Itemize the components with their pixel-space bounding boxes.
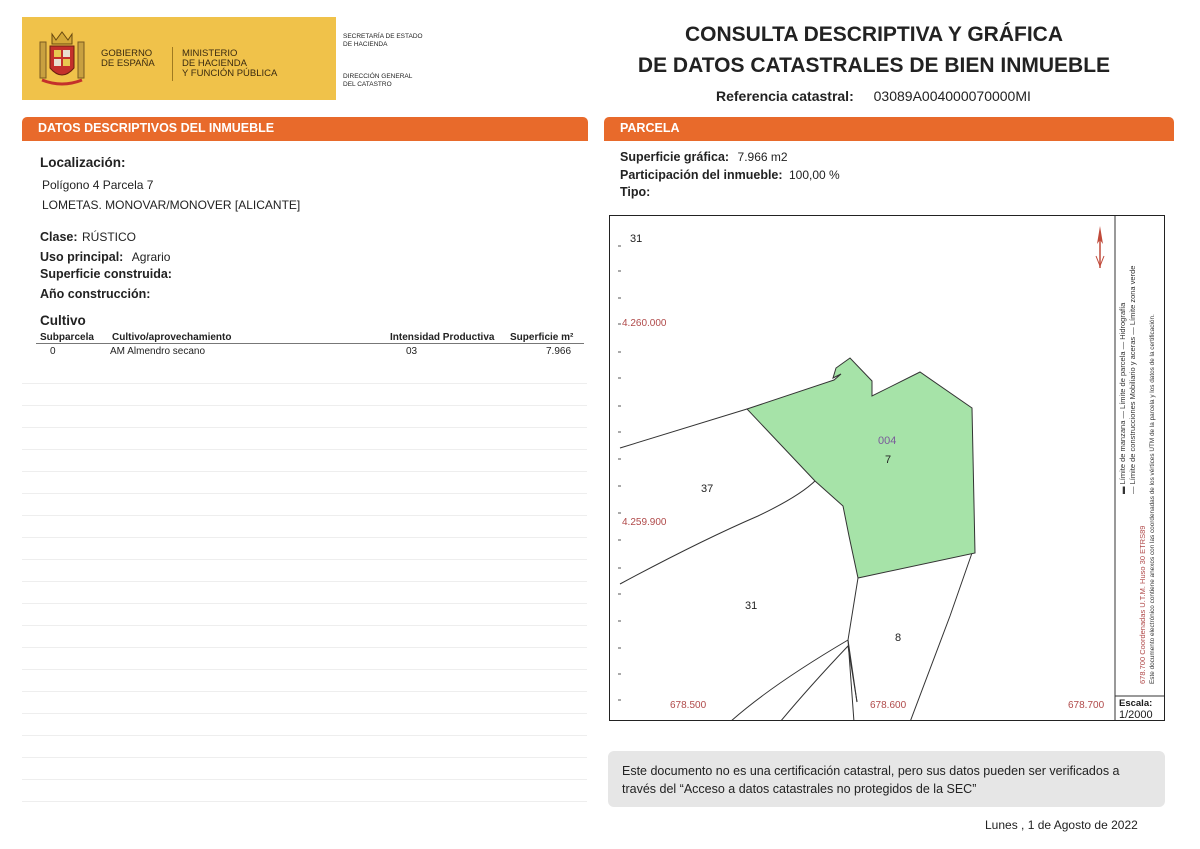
secretaria-line-1: SECRETARÍA DE ESTADO <box>343 33 423 40</box>
cadastral-map <box>609 215 1165 721</box>
legend-line-4: Este documento electrónico contiene anexos con las coordenadas de los vértices UTM de la parcela y los datos de la certificación. <box>1149 314 1156 684</box>
section-bar-datos: DATOS DESCRIPTIVOS DEL INMUEBLE <box>22 117 588 139</box>
cell-intensidad: 03 <box>406 346 418 357</box>
localizacion-line-2: LOMETAS. MONOVAR/MONOVER [ALICANTE] <box>42 198 301 212</box>
th-superficie: Superficie m² <box>510 332 574 343</box>
label-parcel-7: 7 <box>885 454 892 466</box>
legend-line-1: ▬ Límite de manzana — Límite de parcela — Hidrografía <box>1118 302 1127 494</box>
referencia-catastral <box>716 88 1031 104</box>
map-legend <box>1118 244 1158 684</box>
superficie-grafica-value: 7.966 m2 <box>737 150 788 164</box>
clase-row <box>40 228 136 246</box>
localizacion-label: Localización: <box>40 155 126 170</box>
government-logo-box <box>22 17 336 100</box>
uso-row <box>40 248 170 266</box>
label-poligono-004: 004 <box>878 435 897 447</box>
ministry-name <box>182 49 277 79</box>
verification-notice: Este documento no es una certificación catastral, pero sus datos pueden ser verificados a través del “Acceso a datos catastrales no protegidos de la SEC” <box>608 751 1165 807</box>
label-parcel-31-bottom: 31 <box>745 600 758 612</box>
gov-line-1: GOBIERNO <box>101 48 153 59</box>
superficie-grafica-label: Superficie gráfica: <box>620 150 730 164</box>
coat-of-arms-icon <box>36 28 88 88</box>
ministry-line-3: Y FUNCIÓN PÚBLICA <box>182 68 278 79</box>
th-subparcela: Subparcela <box>40 332 94 343</box>
uso-label: Uso principal: <box>40 250 124 264</box>
direccion-text <box>343 73 412 88</box>
secretaria-box <box>336 17 446 100</box>
referencia-value: 03089A004000070000MI <box>873 88 1031 104</box>
north-arrow-icon <box>1096 226 1104 268</box>
cell-superficie: 7.966 <box>546 346 572 357</box>
anio-construccion-label: Año construcción: <box>40 287 151 301</box>
referencia-label: Referencia catastral: <box>716 88 854 104</box>
coord-x-mid: 678.600 <box>870 700 907 711</box>
gov-line-2: DE ESPAÑA <box>101 58 155 69</box>
empty-table-area <box>22 362 587 802</box>
map-ticks-left <box>618 246 621 700</box>
coord-x-left: 678.500 <box>670 700 707 711</box>
parcel-7-shape <box>747 358 975 578</box>
legend-line-3: 678.700 Coordenadas U.T.M. Huso 30 ETRS89 <box>1138 525 1147 684</box>
table-header-rule <box>36 343 584 344</box>
tipo-label: Tipo: <box>620 185 651 199</box>
label-parcel-31-top: 31 <box>630 233 643 245</box>
secretaria-line-2: DE HACIENDA <box>343 40 388 48</box>
ministry-line-2: DE HACIENDA <box>182 58 247 69</box>
cultivo-title: Cultivo <box>40 313 86 328</box>
direccion-line-1: DIRECCIÓN GENERAL <box>343 73 413 80</box>
label-parcel-8: 8 <box>895 632 902 644</box>
clase-value: RÚSTICO <box>81 230 136 244</box>
document-date: Lunes , 1 de Agosto de 2022 <box>985 818 1138 832</box>
ministry-line-1: MINISTERIO <box>182 48 238 59</box>
th-cultivo: Cultivo/aprovechamiento <box>112 332 232 343</box>
coord-x-right: 678.700 <box>1068 700 1105 711</box>
superficie-construida-label: Superficie construida: <box>40 267 172 281</box>
participacion-row <box>620 166 840 184</box>
legend-line-2: — Límite de construcciones Mobiliario y aceras — Límite zona verde <box>1128 265 1137 494</box>
map-drawing <box>610 216 1165 721</box>
cell-subparcela: 0 <box>50 346 56 357</box>
secretaria-text <box>343 33 423 48</box>
uso-value: Agrario <box>131 250 171 264</box>
gov-name <box>101 49 155 69</box>
coord-y-top: 4.260.000 <box>622 318 667 329</box>
coord-y-mid: 4.259.900 <box>622 517 667 528</box>
section-bar-datos-underline <box>22 139 588 141</box>
section-bar-parcela-underline <box>604 139 1174 141</box>
participacion-label: Participación del inmueble: <box>620 168 783 182</box>
th-intensidad: Intensidad Productiva <box>390 332 495 343</box>
document-title-line-2: DE DATOS CATASTRALES DE BIEN INMUEBLE <box>637 54 1111 77</box>
clase-label: Clase: <box>40 230 78 244</box>
participacion-value: 100,00 % <box>789 168 840 182</box>
section-bar-parcela: PARCELA <box>604 117 1174 139</box>
superficie-grafica-row <box>620 148 788 166</box>
logo-divider <box>172 47 173 81</box>
label-parcel-37: 37 <box>701 483 714 495</box>
cell-cultivo: AM Almendro secano <box>110 346 206 357</box>
localizacion-line-1: Polígono 4 Parcela 7 <box>42 178 154 192</box>
scale-value: 1/2000 <box>1119 709 1153 721</box>
document-title-line-1: CONSULTA DESCRIPTIVA Y GRÁFICA <box>684 23 1064 46</box>
direccion-line-2: DEL CATASTRO <box>343 80 392 88</box>
scale-label: Escala: <box>1119 698 1153 709</box>
